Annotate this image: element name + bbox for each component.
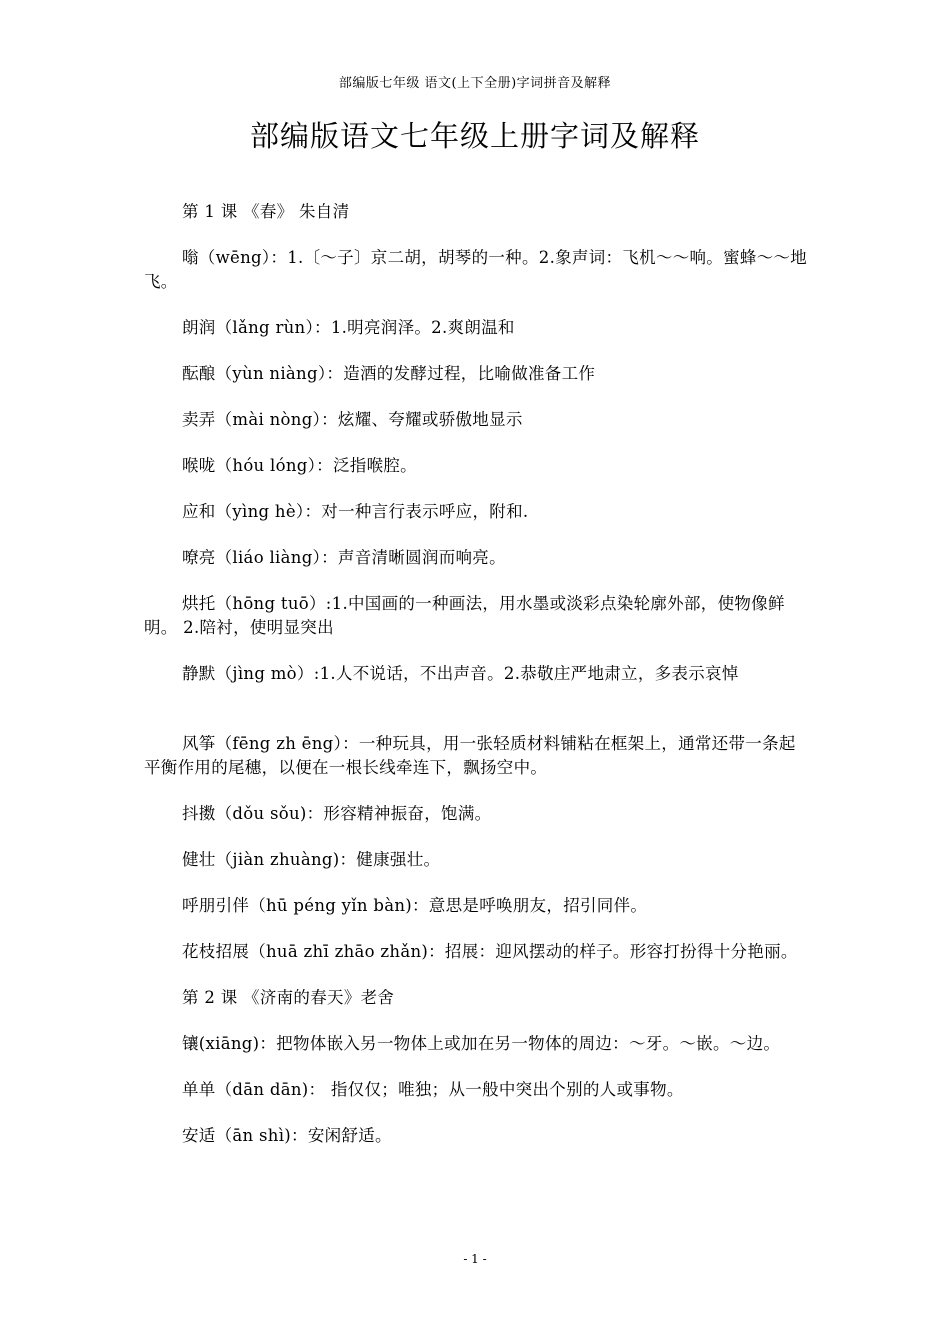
vocab-entry: 呼朋引伴（hū péng yǐn bàn)：意思是呼唤朋友，招引同伴。 — [182, 896, 648, 915]
vocab-entry: 风筝（fēng zh ēng）：一种玩具，用一张轻质材料铺粘在框架上，通常还带一条起平衡作用的尾穗，以便在一根长线牵连下，飘扬空中。 — [144, 734, 796, 777]
vocab-entry: 抖擞（dǒu sǒu)：形容精神振奋，饱满。 — [182, 804, 492, 823]
vocab-entry: 卖弄（mài nòng）：炫耀、夸耀或骄傲地显示 — [182, 410, 523, 429]
document-title: 部编版语文七年级上册字词及解释 — [249, 119, 700, 153]
vocab-entry: 静默（jìng mò）:1.人不说话，不出声音。2.恭敬庄严地肃立，多表示哀悼 — [182, 664, 739, 683]
vocab-entry: 朗润（lǎng rùn）：1.明亮润泽。2.爽朗温和 — [182, 318, 515, 337]
vocab-entry: 单单（dān dān)： 指仅仅；唯独；从一般中突出个别的人或事物。 — [182, 1080, 684, 1099]
page-number: - 1 - — [463, 1252, 487, 1266]
vocab-entry: 烘托（hōng tuō）:1.中国画的一种画法，用水墨或淡彩点染轮廓外部，使物像鲜明。 2.陪衬，使明显突出 — [144, 594, 785, 637]
vocab-entry: 嘹亮（liáo liàng）：声音清晰圆润而响亮。 — [182, 548, 506, 567]
running-header: 部编版七年级 语文(上下全册)字词拼音及解释 — [338, 76, 612, 91]
vocab-entry: 安适（ān shì)：安闲舒适。 — [182, 1126, 392, 1145]
vocab-entry: 酝酿（yùn niàng）：造酒的发酵过程，比喻做准备工作 — [182, 364, 596, 383]
lesson-heading: 第 2 课 《济南的春天》老舍 — [182, 988, 395, 1007]
vocab-entry: 健壮（jiàn zhuàng)：健康强壮。 — [182, 850, 441, 869]
vocab-entry: 花枝招展（huā zhī zhāo zhǎn)：招展：迎风摆动的样子。形容打扮得十分艳丽。 — [182, 942, 798, 961]
vocab-entry: 嗡（wēng）：1.〔～子〕京二胡，胡琴的一种。2.象声词：飞机～～响。蜜蜂～～地飞。 — [144, 248, 808, 291]
vocab-entry: 镶(xiāng)：把物体嵌入另一物体上或加在另一物体的周边：～牙。～嵌。～边。 — [182, 1034, 781, 1053]
document-body — [144, 200, 808, 1148]
vocab-entry: 喉咙（hóu lóng）：泛指喉腔。 — [182, 456, 417, 475]
vocab-entry: 应和（yìng hè）：对一种言行表示呼应，附和. — [182, 502, 529, 521]
lesson-heading: 第 1 课 《春》 朱自清 — [182, 202, 350, 221]
